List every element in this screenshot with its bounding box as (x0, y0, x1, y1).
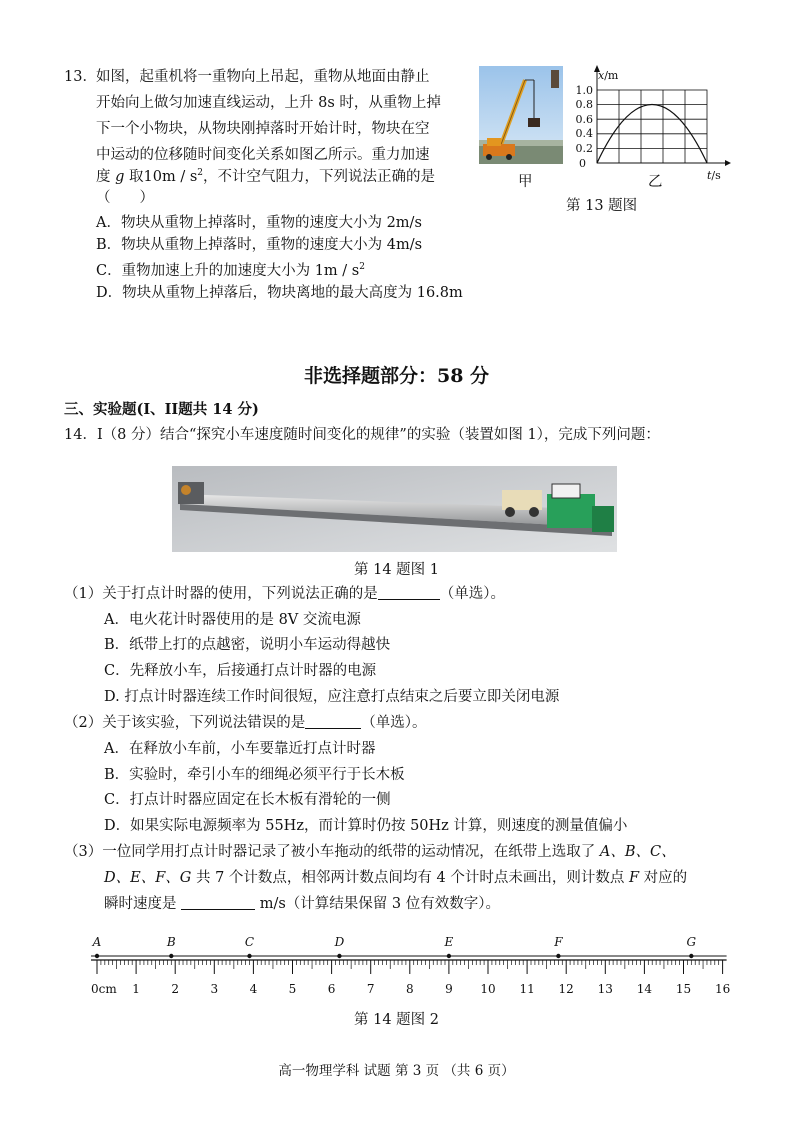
q13-line-4: 中运动的位移随时间变化关系如图乙所示。重力加速 (96, 147, 430, 163)
ruler-label: 15 (675, 982, 692, 996)
count-point-f (556, 954, 560, 958)
y-tick-0-8: 0.8 (575, 98, 593, 111)
part-three-heading: 三、实验题(I、II题共 14 分) (64, 401, 259, 418)
q13-line-1: 如图，起重机将一重物向上吊起，重物从地面由静止 (96, 69, 430, 85)
q13-line-2: 开始向上做匀加速直线运动，上升 8s 时，从重物上掉 (96, 95, 441, 111)
count-point-label-a: A (92, 935, 102, 949)
ruler-label: 16 (714, 982, 730, 996)
q13-option-c: C．重物加速上升的加速度大小为 $1m / s^2$ (96, 262, 365, 279)
q14-sub1-option-c: C．先释放小车，后接通打点计时器的电源 (104, 663, 377, 679)
ruler-label: 0cm (91, 982, 117, 996)
ruler-label: 4 (249, 982, 258, 996)
q14-sub2-option-b: B．实验时，牵引小车的细绳必须平行于长木板 (104, 767, 405, 783)
count-point-label-f: F (554, 935, 563, 949)
count-point-c (247, 954, 251, 958)
q14-sub2-stem: （2）关于该实验，下列说法错误的是 （单选）。 (64, 715, 427, 731)
q13-option-a: A．物块从重物上掉落时，重物的速度大小为 2m/s (96, 215, 422, 231)
ruler-label: 6 (327, 982, 336, 996)
q14-sub3-line-3: 瞬时速度是 m/s（计算结果保留 3 位有效数字）。 (104, 896, 500, 912)
ruler-label: 7 (366, 982, 375, 996)
q14-figure-2-caption: 第 14 题图 2 (353, 1012, 439, 1028)
q14-sub1-answer-blank[interactable] (378, 585, 440, 600)
y-tick-0-6: 0.6 (575, 113, 593, 126)
ruler-label: 11 (519, 982, 535, 996)
q14-sub1-stem: （1）关于打点计时器的使用，下列说法正确的是 （单选）。 (64, 586, 505, 602)
q13-figure-caption: 第 13 题图 (566, 198, 638, 214)
apparatus-photo (172, 466, 617, 552)
page-footer: 高一物理学科 试题 第 3 页 （共 6 页） (278, 1063, 515, 1079)
ruler-label: 3 (210, 982, 219, 996)
y-axis-label: x/m (598, 69, 619, 82)
count-point-b (169, 954, 173, 958)
ruler-label: 1 (132, 982, 140, 996)
fig-label-yi: 乙 (648, 174, 663, 190)
count-point-label-g: G (686, 935, 697, 949)
y-tick-0-2: 0.2 (575, 142, 593, 155)
count-point-d (337, 954, 341, 958)
count-point-label-e: E (444, 935, 454, 949)
q14-figure-1-caption: 第 14 题图 1 (353, 562, 439, 578)
q13-line-3: 下一个小物块，从物块刚掉落时开始计时，物块在空 (96, 121, 430, 137)
displacement-time-graph (560, 58, 735, 188)
ruler-label: 2 (171, 982, 180, 996)
y-tick-1-0: 1.0 (575, 84, 593, 97)
ruler-label: 10 (480, 982, 496, 996)
q13-line-5: 度 g 取$10m / s^2$，不计空气阻力，下列说法正确的是 (96, 168, 435, 185)
ruler-label: 5 (288, 982, 297, 996)
count-point-g (689, 954, 693, 958)
q14-sub1-option-d: D. 打点计时器连续工作时间很短，应注意打点结束之后要立即关闭电源 (104, 689, 560, 705)
ruler-label: 13 (597, 982, 613, 996)
count-point-a (95, 954, 99, 958)
q14-sub3-line-2: D、E、F、G 共 7 个计数点，相邻两计数点间均有 4 个计时点未画出，则计数点 F 对应的 (104, 870, 688, 886)
count-point-label-b: B (166, 935, 176, 949)
q14-sub3-line-1: （3）一位同学用打点计时器记录了被小车拖动的纸带的运动情况，在纸带上选取了 A、B、C、 (64, 844, 676, 860)
q14-sub2-option-a: A．在释放小车前，小车要靠近打点计时器 (104, 741, 376, 757)
x-axis-label: t/s (707, 169, 721, 182)
count-point-label-d: D (334, 935, 345, 949)
ruler-label: 12 (558, 982, 574, 996)
q14-sub1-option-a: A．电火花计时器使用的是 8V 交流电源 (104, 612, 361, 628)
q13-number: 13． (64, 69, 97, 85)
q13-option-b: B．物块从重物上掉落时，重物的速度大小为 4m/s (96, 237, 423, 253)
y-tick-0: 0 (579, 157, 586, 170)
q14-sub2-answer-blank[interactable] (305, 714, 361, 729)
crane-photo (479, 66, 563, 164)
y-tick-0-4: 0.4 (575, 127, 593, 140)
ruler-label: 9 (445, 982, 453, 996)
q14-sub2-option-c: C．打点计时器应固定在长木板有滑轮的一侧 (104, 792, 391, 808)
fig-label-jia: 甲 (518, 174, 533, 190)
count-point-label-c: C (244, 935, 255, 949)
count-point-e (447, 954, 451, 958)
q14-sub1-option-b: B．纸带上打的点越密，说明小车运动得越快 (104, 637, 391, 653)
q13-answer-paren: （ ） (96, 190, 154, 206)
q14-sub3-answer-blank[interactable] (181, 895, 255, 910)
tape-and-ruler (80, 928, 730, 1004)
q14-sub2-option-d: D．如果实际电源频率为 55Hz，而计算时仍按 50Hz 计算，则速度的测量值偏小 (104, 818, 628, 834)
q14-intro: 14．I（8 分）结合“探究小车速度随时间变化的规律”的实验（装置如图 1），完成下列问题： (64, 427, 660, 443)
section-title: 非选择题部分：58 分 (303, 365, 490, 387)
ruler-label: 8 (405, 982, 414, 996)
ruler-label: 14 (636, 982, 653, 996)
q13-option-d: D．物块从重物上掉落后，物块离地的最大高度为 16.8m (96, 285, 463, 301)
